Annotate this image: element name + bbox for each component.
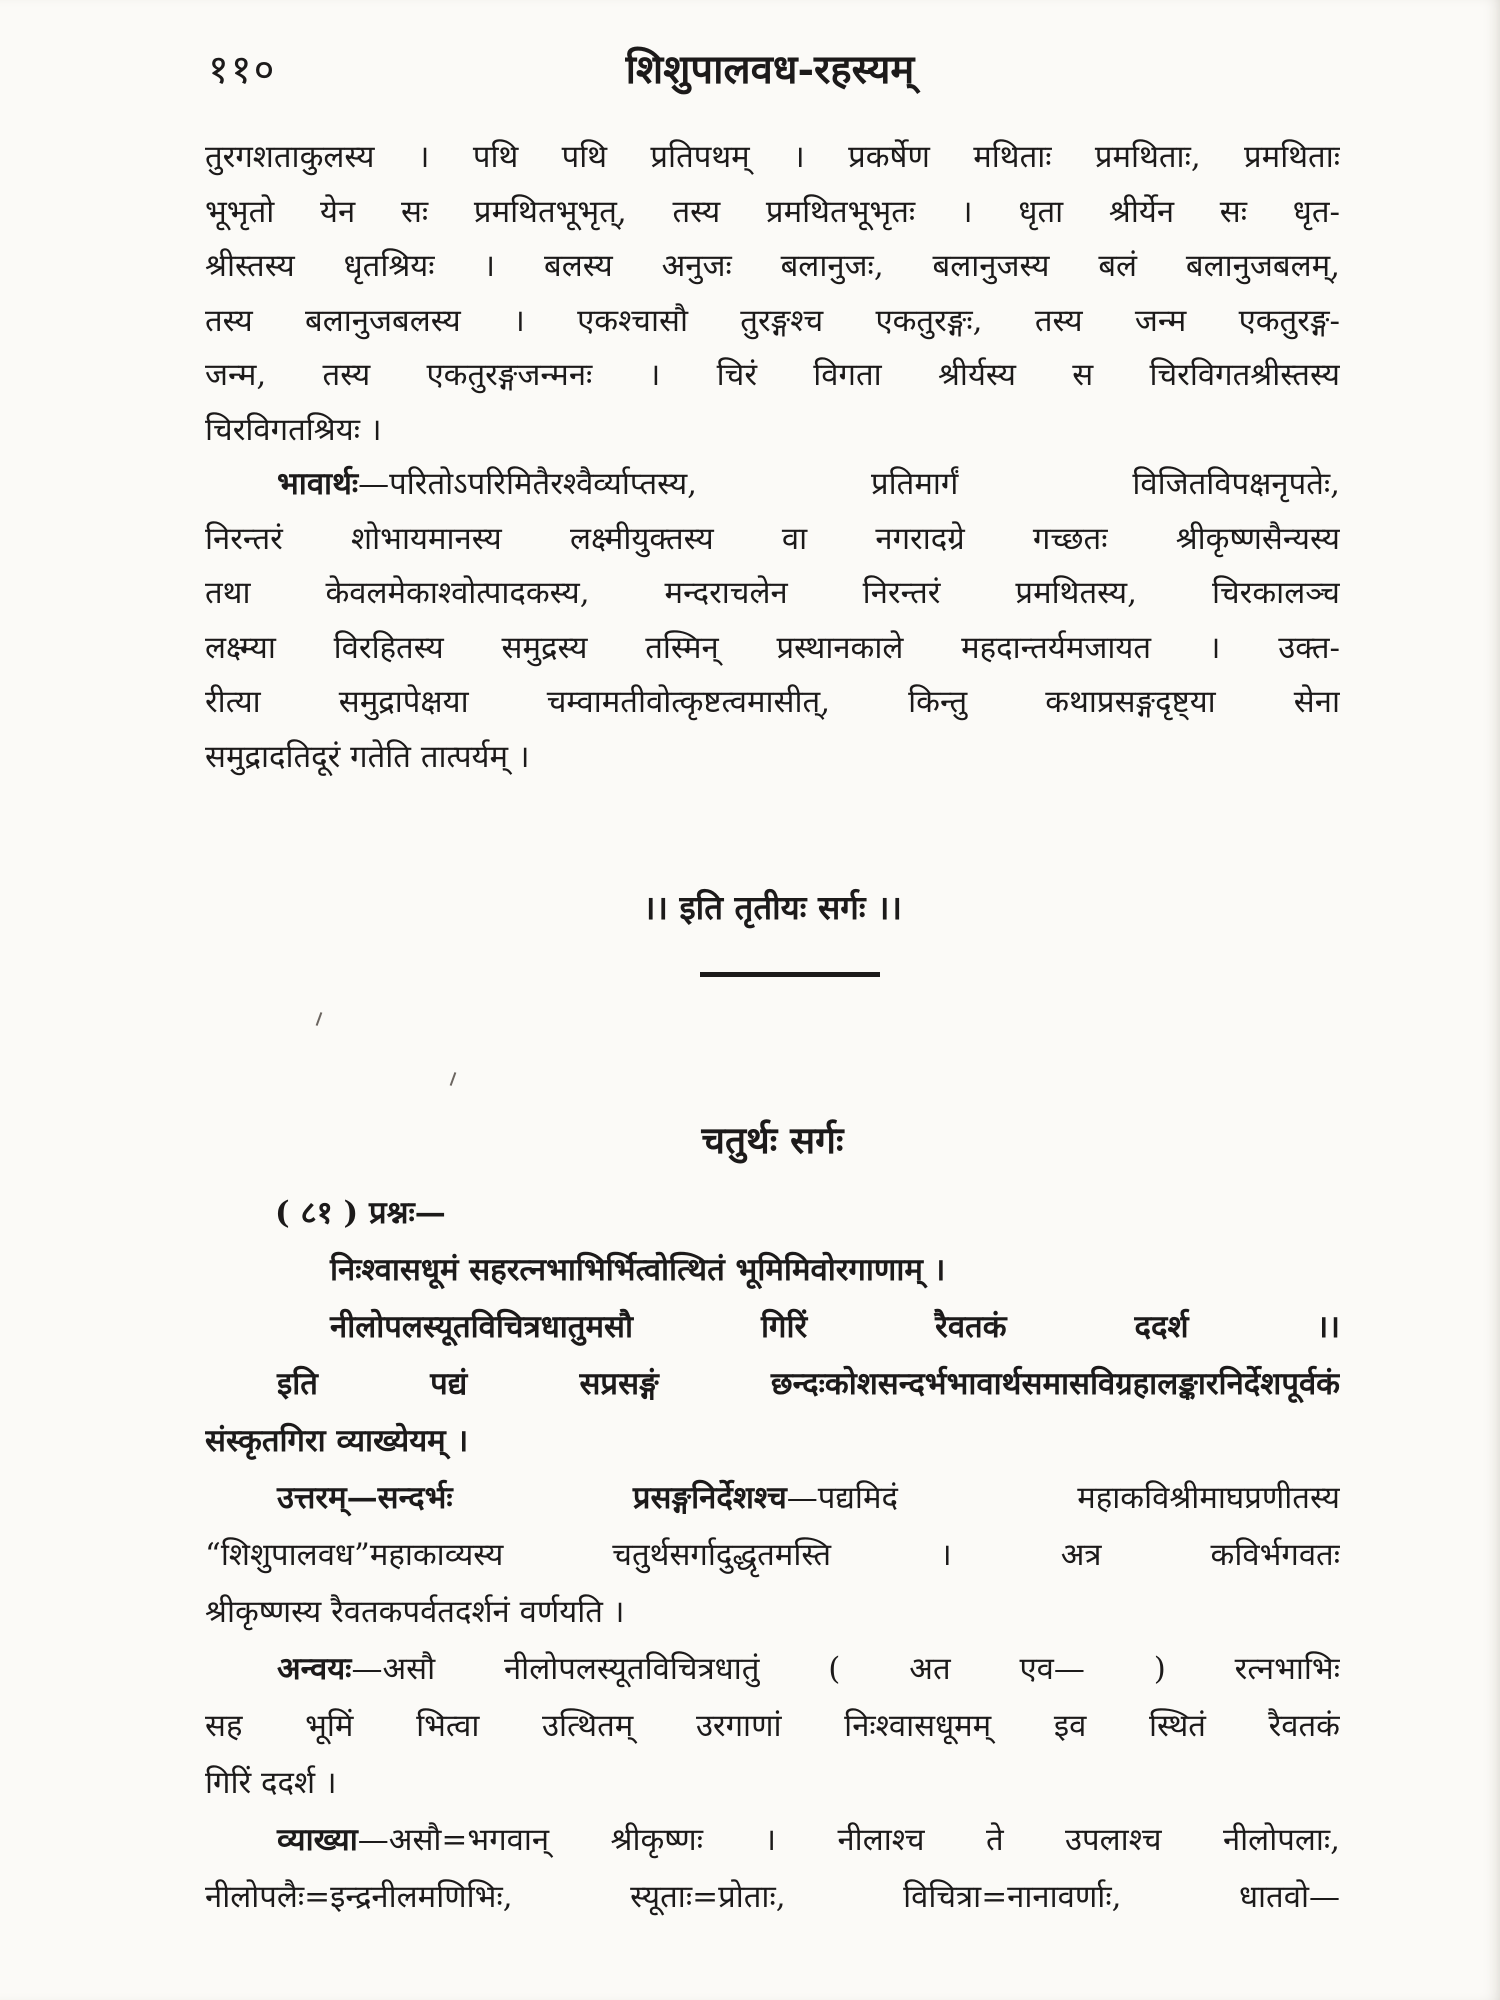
bhavartha-text: —परितोऽपरिमितैरश्वैर्व्याप्तस्य, प्रतिमार्गं विजितविपक्षनृपतेः, <box>358 466 1340 502</box>
page-header <box>200 40 1340 100</box>
bhavartha-line <box>205 457 1340 512</box>
text-line: लक्ष्म्या विरहितस्य समुद्रस्य तस्मिन् प्रस्थानकाले महदान्तर्यमजायत । उक्त- <box>205 629 1340 666</box>
page-number: ११० <box>208 47 277 93</box>
question-label: ( ८१ ) प्रश्नः— <box>275 1195 446 1231</box>
verse-line: निःश्वासधूमं सहरत्नभाभिर्भित्वोत्थितं भूमिमिवोरगाणाम् । <box>330 1252 946 1288</box>
section-divider <box>700 972 880 977</box>
text-line: श्रीकृष्णस्य रैवतकपर्वतदर्शनं वर्णयति । <box>205 1594 625 1630</box>
anvaya-label: अन्वयः <box>277 1651 352 1687</box>
text-line: निरन्तरं शोभायमानस्य लक्ष्मीयुक्तस्य वा नगरादग्रे गच्छतः श्रीकृष्णसैन्यस्य <box>205 520 1340 557</box>
instruction-line: संस्कृतगिरा व्याख्येयम् । <box>205 1423 469 1459</box>
answer-line <box>205 1470 1340 1527</box>
scan-speck <box>450 1072 457 1086</box>
bhavartha-label: भावार्थः <box>277 466 359 502</box>
vyakhya-line <box>205 1812 1340 1869</box>
chapter-colophon: ।। इति तृतीयः सर्गः ।। <box>642 888 903 927</box>
text-line: जन्म, तस्य एकतुरङ्गजन्मनः । चिरं विगता श्रीर्यस्य स चिरविगतश्रीस्तस्य <box>205 357 1340 393</box>
anvaya-line <box>205 1641 1340 1698</box>
text-line: तुरगशताकुलस्य । पथि पथि प्रतिपथम् । प्रकर्षेण मथिताः प्रमथिताः, प्रमथिताः <box>205 139 1340 175</box>
text-line: गिरिं ददर्श । <box>205 1765 337 1801</box>
text-line: श्रीस्तस्य धृतश्रियः । बलस्य अनुजः बलानुजः, बलानुजस्य बलं बलानुजबलम्, <box>205 248 1340 284</box>
instruction-line: इति पद्यं सप्रसङ्गं छन्दःकोशसन्दर्भभावार्थसमासविग्रहालङ्कारनिर्देशपूर्वकं <box>277 1366 1340 1402</box>
answer-label: उत्तरम्—सन्दर्भः प्रसङ्गनिर्देशश्च <box>277 1480 787 1516</box>
answer-text: —पद्यमिदं महाकविश्रीमाघप्रणीतस्य <box>786 1480 1340 1516</box>
vyakhya-text: —असौ=भगवान् श्रीकृष्णः । नीलाश्च ते उपलाश्च नीलोपलाः, <box>357 1822 1340 1858</box>
verse-line: नीलोपलस्यूतविचित्रधातुमसौ गिरिं रैवतकं ददर्श ।। <box>330 1309 1340 1345</box>
commentary-block <box>205 130 1340 784</box>
question-answer-block <box>205 1185 1340 1926</box>
text-line: “शिशुपालवध”महाकाव्यस्य चतुर्थसर्गादुद्धृतमस्ति । अत्र कविर्भगवतः <box>205 1537 1340 1573</box>
text-line: चिरविगतश्रियः । <box>205 411 382 448</box>
section-title: चतुर्थः सर्गः <box>701 1118 844 1162</box>
vyakhya-label: व्याख्या <box>277 1822 358 1858</box>
text-line: तथा केवलमेकाश्वोत्पादकस्य, मन्दराचलेन निरन्तरं प्रमथितस्य, चिरकालञ्च <box>205 575 1340 611</box>
text-line: तस्य बलानुजबलस्य । एकश्चासौ तुरङ्गश्च एकतुरङ्गः, तस्य जन्म एकतुरङ्ग- <box>205 302 1340 339</box>
anvaya-text: —असौ नीलोपलस्यूतविचित्रधातुं ( अत एव— ) रत्नभाभिः <box>351 1651 1340 1687</box>
text-line: भूभृतो येन सः प्रमथितभूभृत्, तस्य प्रमथितभूभृतः । धृता श्रीर्येन सः धृत- <box>205 193 1340 230</box>
text-line: सह भूमिं भित्वा उत्थितम् उरगाणां निःश्वासधूमम् इव स्थितं रैवतकं <box>205 1708 1340 1744</box>
running-title: शिशुपालवध-रहस्यम् <box>625 46 915 93</box>
text-line: रीत्या समुद्रापेक्षया चम्वामतीवोत्कृष्टत्वमासीत्, किन्तु कथाप्रसङ्गदृष्ट्या सेना <box>205 684 1340 720</box>
scan-speck <box>316 1012 323 1026</box>
text-line: समुद्रादतिदूरं गतेति तात्पर्यम् । <box>205 738 530 775</box>
text-line: नीलोपलैः=इन्द्रनीलमणिभिः, स्यूताः=प्रोताः, विचित्रा=नानावर्णाः, धातवो— <box>205 1879 1340 1915</box>
